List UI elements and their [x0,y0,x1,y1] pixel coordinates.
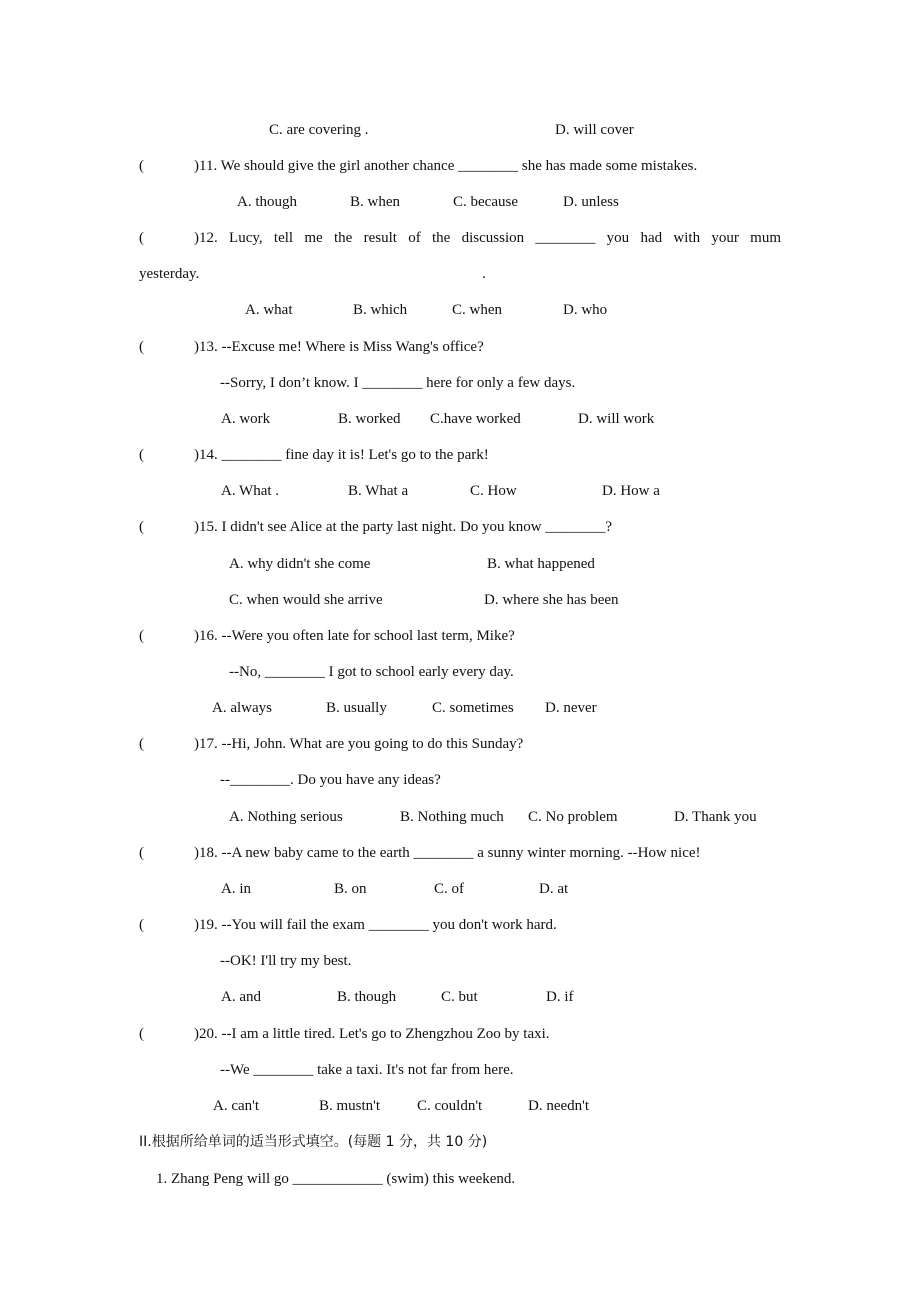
q19-option-b: B. though [337,989,397,1005]
q15-stem: )15. I didn't see Alice at the party last night. Do you know ________? [194,519,613,535]
q17-option-c: C. No problem [528,809,618,825]
q12-stray-dot: . [482,266,486,282]
q11-stem: )11. We should give the girl another chance ________ she has made some mistakes. [194,158,698,174]
q19-option-c: C. but [441,989,478,1005]
q18-stem: )18. --A new baby came to the earth ________ a sunny winter morning. --How nice! [194,845,701,861]
q13-stem: )13. --Excuse me! Where is Miss Wang's office? [194,339,484,355]
q12-option-b: B. which [353,302,408,318]
q11-option-c: C. because [453,194,518,210]
q15-option-d: D. where she has been [484,592,619,608]
q18-option-c: C. of [434,881,464,897]
q19-answer-paren: ( [139,917,144,933]
q17-option-a: A. Nothing serious [229,809,343,825]
q14-stem: )14. ________ fine day it is! Let's go to the park! [194,447,489,463]
q17-answer-paren: ( [139,736,144,752]
q14-option-a: A. What . [221,483,280,499]
q16-option-d: D. never [545,700,597,716]
q17-dialogue-line: --________. Do you have any ideas? [220,772,441,788]
q12-option-a: A. what [245,302,293,318]
q19-option-a: A. and [221,989,261,1005]
q12-option-d: D. who [563,302,608,318]
section-2-heading: II.根据所给单词的适当形式填空。(每题 1 分，共 10 分) [139,1134,488,1150]
q20-option-b: B. mustn't [319,1098,381,1114]
q20-dialogue-line: --We ________ take a taxi. It's not far from here. [220,1062,514,1078]
q20-option-c: C. couldn't [417,1098,483,1114]
q20-option-d: D. needn't [528,1098,590,1114]
q18-option-a: A. in [221,881,251,897]
q15-option-b: B. what happened [487,556,595,572]
q16-answer-paren: ( [139,628,144,644]
q16-dialogue-line: --No, ________ I got to school early every day. [229,664,514,680]
q14-option-c: C. How [470,483,517,499]
q13-option-b: B. worked [338,411,401,427]
q13-dialogue-line: --Sorry, I don’t know. I ________ here for only a few days. [220,375,576,391]
section-2-item-1: 1. Zhang Peng will go ____________ (swim) this weekend. [156,1171,516,1187]
q12-stem: )12. Lucy, tell me the result of the discussion ________ you had with your mum [194,230,781,246]
q17-stem: )17. --Hi, John. What are you going to do this Sunday? [194,736,524,752]
q15-option-a: A. why didn't she come [229,556,371,572]
q15-answer-paren: ( [139,519,144,535]
q14-option-b: B. What a [348,483,409,499]
q18-answer-paren: ( [139,845,144,861]
q20-stem: )20. --I am a little tired. Let's go to Zhengzhou Zoo by taxi. [194,1026,550,1042]
q16-stem: )16. --Were you often late for school last term, Mike? [194,628,515,644]
q10-option-c: C. are covering . [269,122,369,138]
q20-answer-paren: ( [139,1026,144,1042]
q14-option-d: D. How a [602,483,660,499]
q17-option-d: D. Thank you [674,809,757,825]
q12-option-c: C. when [452,302,502,318]
q20-option-a: A. can't [213,1098,260,1114]
q16-option-c: C. sometimes [432,700,514,716]
q12-answer-paren: ( [139,230,144,246]
q13-option-c: C.have worked [430,411,521,427]
q13-option-d: D. will work [578,411,655,427]
q11-option-d: D. unless [563,194,619,210]
q11-answer-paren: ( [139,158,144,174]
q13-answer-paren: ( [139,339,144,355]
q11-option-a: A. though [237,194,297,210]
q12-stem-continued: yesterday. [139,266,200,282]
q17-option-b: B. Nothing much [400,809,504,825]
q18-option-d: D. at [539,881,569,897]
q19-dialogue-line: --OK! I'll try my best. [220,953,352,969]
q19-stem: )19. --You will fail the exam ________ you don't work hard. [194,917,557,933]
q19-option-d: D. if [546,989,574,1005]
q10-option-d: D. will cover [555,122,634,138]
q15-option-c: C. when would she arrive [229,592,383,608]
q14-answer-paren: ( [139,447,144,463]
q16-option-a: A. always [212,700,272,716]
q18-option-b: B. on [334,881,367,897]
q13-option-a: A. work [221,411,271,427]
q16-option-b: B. usually [326,700,387,716]
q11-option-b: B. when [350,194,400,210]
